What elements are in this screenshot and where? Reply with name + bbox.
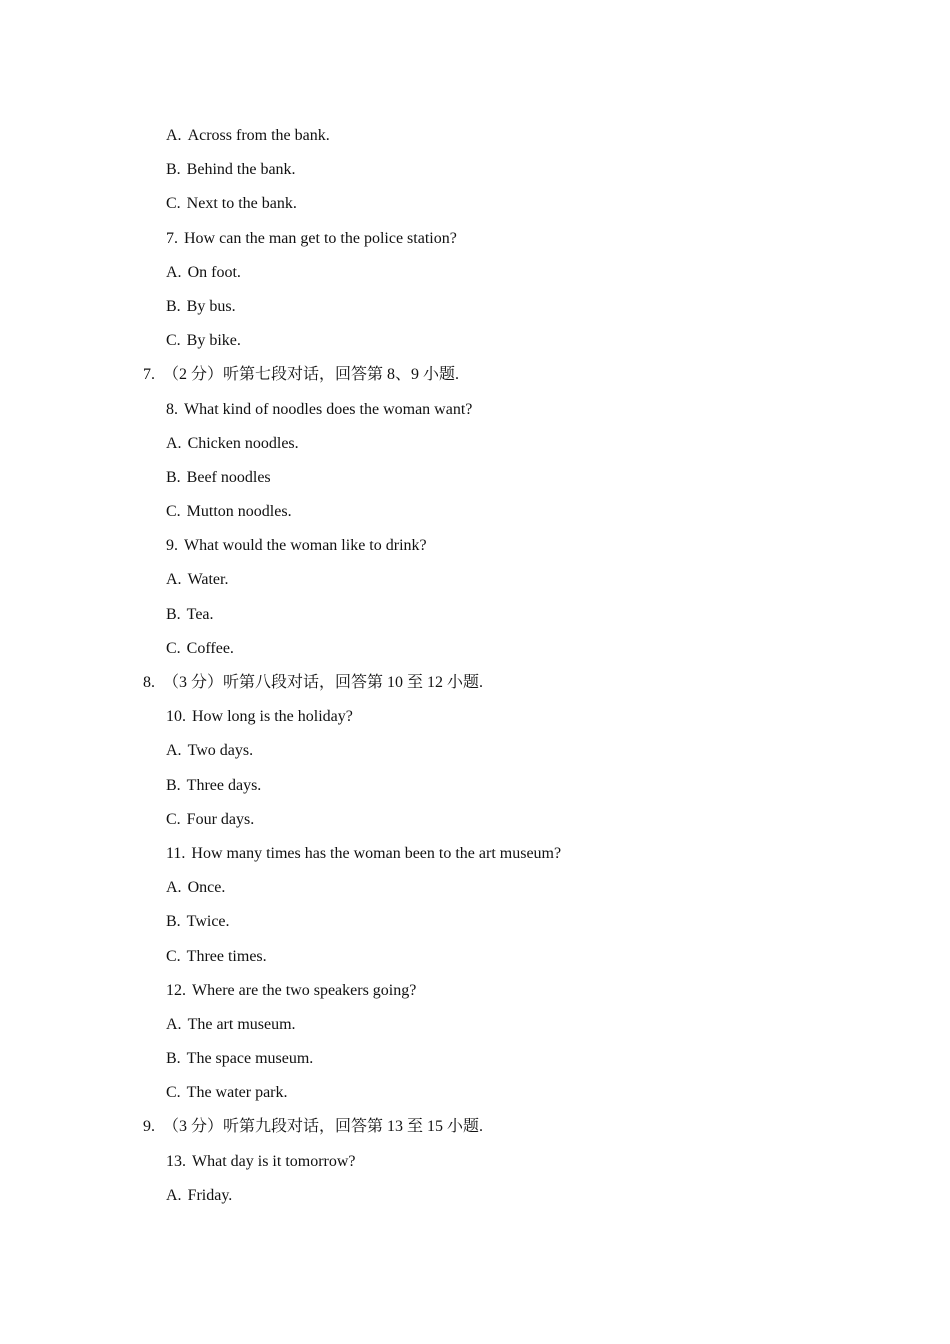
question-line — [0, 222, 950, 256]
option-letter: B. — [166, 776, 181, 794]
option-text: Coffee. — [186, 639, 234, 657]
option-line — [0, 1179, 950, 1213]
question-number: 13. — [166, 1152, 186, 1170]
option-letter: A. — [166, 571, 182, 589]
option-letter: C. — [166, 1084, 181, 1102]
option-letter: C. — [166, 810, 181, 828]
option-letter: C. — [166, 332, 181, 350]
option-letter: C. — [166, 503, 181, 521]
option-text: The art museum. — [187, 1015, 296, 1033]
question-line — [0, 529, 950, 563]
option-text: Three times. — [186, 947, 267, 965]
option-letter: B. — [166, 913, 181, 931]
option-text: Four days. — [186, 810, 255, 828]
option-text: By bus. — [186, 297, 236, 315]
section-heading — [0, 666, 950, 700]
option-letter: A. — [166, 434, 182, 452]
option-letter: C. — [166, 195, 181, 213]
option-line — [0, 598, 950, 632]
question-text: How many times has the woman been to the art museum? — [191, 844, 562, 862]
option-letter: A. — [166, 127, 182, 144]
option-line — [0, 563, 950, 597]
question-text: Where are the two speakers going? — [192, 981, 417, 999]
option-text: Beef noodles — [186, 468, 271, 486]
question-text: What would the woman like to drink? — [184, 537, 427, 555]
option-text: Water. — [187, 571, 229, 589]
option-text: By bike. — [186, 332, 241, 350]
option-text: Chicken noodles. — [187, 434, 299, 452]
question-text: How long is the holiday? — [192, 708, 353, 726]
option-line — [0, 461, 950, 495]
question-text: What day is it tomorrow? — [192, 1152, 356, 1170]
question-line — [0, 1145, 950, 1179]
option-text: Three days. — [186, 776, 262, 794]
option-text: Across from the bank. — [187, 127, 330, 144]
option-line — [0, 905, 950, 939]
option-letter: C. — [166, 639, 181, 657]
option-line — [0, 153, 950, 187]
option-text: Behind the bank. — [186, 161, 296, 179]
question-line — [0, 700, 950, 734]
question-number: 8. — [166, 400, 178, 418]
option-line — [0, 256, 950, 290]
option-text: Friday. — [187, 1186, 233, 1204]
question-text: How can the man get to the police station? — [184, 229, 457, 247]
section-instruction: （3 分）听第八段对话，回答第 10 至 12 小题. — [163, 674, 484, 691]
option-letter: A. — [166, 879, 182, 897]
section-instruction: （2 分）听第七段对话，回答第 8、9 小题. — [163, 366, 460, 384]
section-heading — [0, 1110, 950, 1144]
option-text: The space museum. — [186, 1050, 314, 1068]
option-letter: A. — [166, 1015, 182, 1033]
option-line — [0, 495, 950, 529]
option-line — [0, 1076, 950, 1110]
option-text: Once. — [187, 879, 226, 897]
option-line — [0, 290, 950, 324]
question-line — [0, 393, 950, 427]
question-number: 7. — [166, 229, 178, 247]
option-line — [0, 119, 950, 153]
option-text: Next to the bank. — [186, 195, 297, 213]
option-line — [0, 803, 950, 837]
exam-page — [0, 119, 950, 1213]
option-line — [0, 734, 950, 768]
question-line — [0, 974, 950, 1008]
option-line — [0, 427, 950, 461]
question-text: What kind of noodles does the woman want? — [184, 400, 473, 418]
section-instruction: （3 分）听第九段对话，回答第 13 至 15 小题. — [163, 1118, 484, 1136]
option-line — [0, 1008, 950, 1042]
option-text: On foot. — [187, 263, 241, 281]
option-line — [0, 632, 950, 666]
option-letter: B. — [166, 161, 181, 179]
option-letter: B. — [166, 468, 181, 486]
option-letter: B. — [166, 605, 181, 623]
option-text: Twice. — [186, 913, 230, 931]
option-line — [0, 324, 950, 358]
option-line — [0, 1042, 950, 1076]
option-letter: A. — [166, 1186, 182, 1204]
option-text: The water park. — [186, 1084, 288, 1102]
option-text: Mutton noodles. — [186, 503, 292, 521]
question-number: 10. — [166, 708, 186, 726]
section-number: 8. — [143, 674, 155, 691]
option-letter: A. — [166, 742, 182, 760]
option-line — [0, 769, 950, 803]
option-letter: B. — [166, 297, 181, 315]
section-number: 9. — [143, 1118, 155, 1136]
question-number: 12. — [166, 981, 186, 999]
option-text: Two days. — [187, 742, 254, 760]
section-heading — [0, 358, 950, 392]
option-text: Tea. — [186, 605, 214, 623]
section-number: 7. — [143, 366, 155, 384]
option-letter: C. — [166, 947, 181, 965]
option-line — [0, 187, 950, 221]
option-line — [0, 871, 950, 905]
question-number: 9. — [166, 537, 178, 555]
question-line — [0, 837, 950, 871]
option-letter: B. — [166, 1050, 181, 1068]
option-letter: A. — [166, 263, 182, 281]
question-number: 11. — [166, 844, 186, 862]
option-line — [0, 940, 950, 974]
